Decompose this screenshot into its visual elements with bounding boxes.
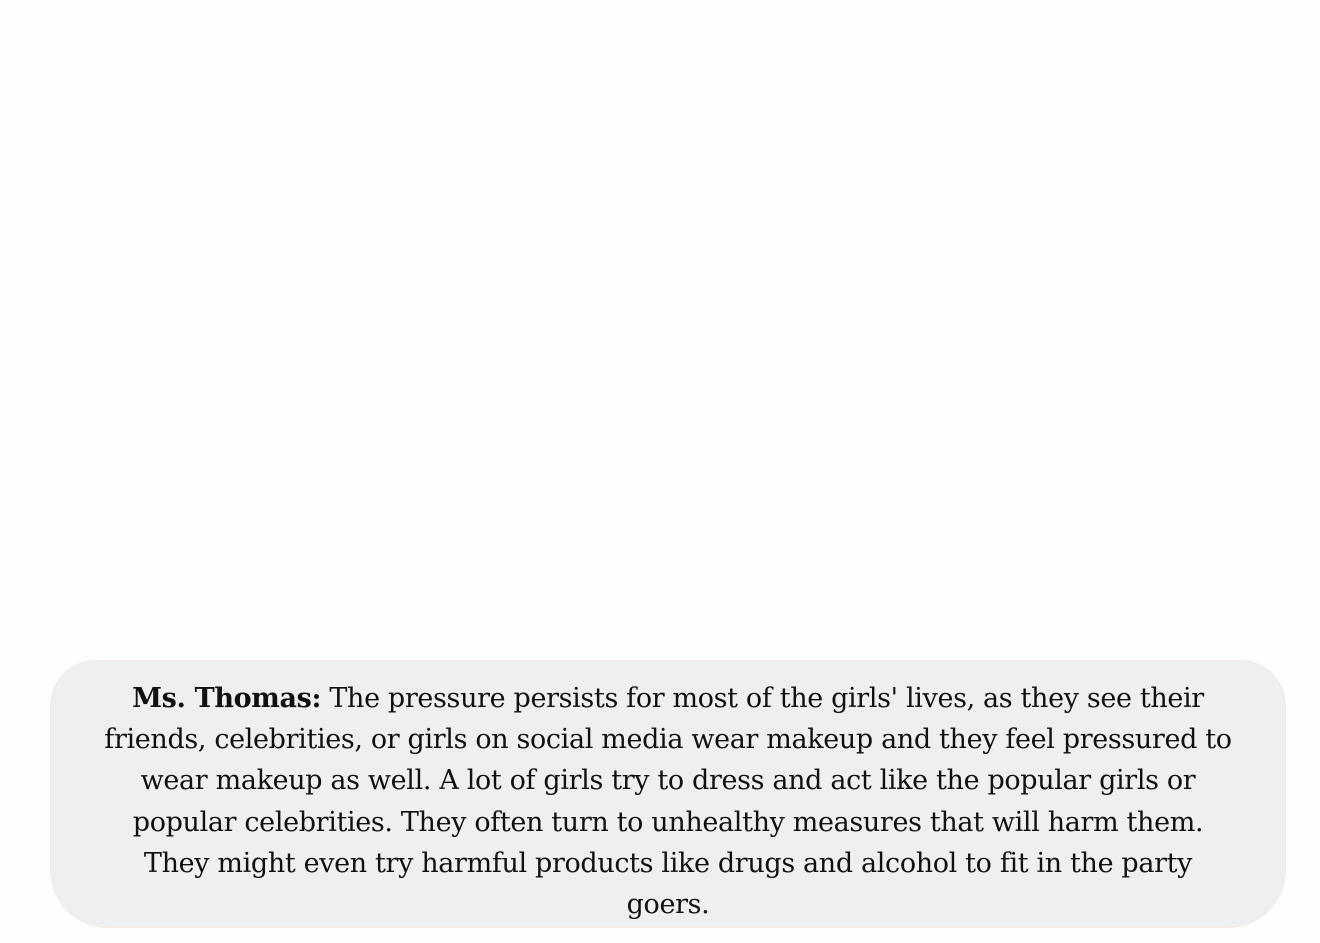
caption-text [101, 678, 1235, 925]
caption-body: The pressure persists for most of the girls' lives, as they see their friends, celebrities, or girls on social media wear makeup and they feel pressured to wear makeup as well. A lot of girls try to dress and act like the popular girls or popular celebrities. They often turn to unhealthy measures that will harm them. They might even try harmful products like drugs and alcohol to fit in the party goers. [104, 683, 1232, 921]
caption-box [50, 660, 1286, 928]
speaker-name: Ms. Thomas: [132, 683, 322, 714]
